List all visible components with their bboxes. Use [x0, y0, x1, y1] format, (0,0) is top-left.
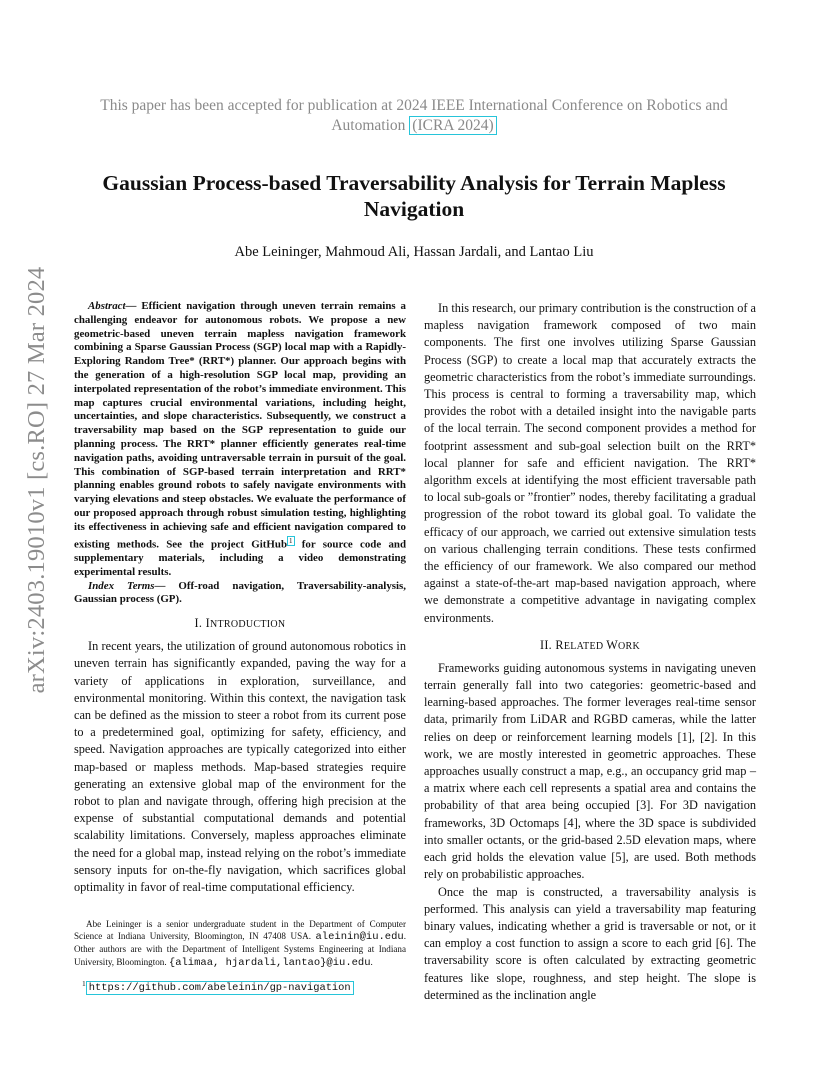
- paper-authors: Abe Leininger, Mahmoud Ali, Hassan Jardali, and Lantao Liu: [234, 244, 594, 260]
- affiliation-footnote: Abe Leininger is a senior undergraduate student in the Department of Computer Science at Indiana University, Bloomington, IN 47408 USA. aleinin@iu.edu. Other authors are with the Department of Intelligent Systems Engineering at Indiana University, Bloomington. {alimaa, hjardali,lantao}@iu.edu.: [74, 919, 406, 969]
- notice-line2: Automation: [331, 117, 410, 134]
- index-terms-label: Index Terms: [88, 579, 155, 592]
- right-column: [424, 300, 756, 1004]
- icra-link[interactable]: (ICRA 2024): [409, 116, 496, 135]
- index-terms: [74, 580, 406, 608]
- publication-notice: [70, 96, 758, 136]
- section-heading-related-work: II. RELATED WORK: [539, 637, 641, 652]
- arxiv-identifier[interactable]: arXiv:2403.19010v1 [cs.RO] 27 Mar 2024: [23, 266, 50, 694]
- github-footnote: [82, 979, 354, 994]
- email-2: {alimaa, hjardali,lantao}@iu.edu: [168, 956, 371, 969]
- paper-title: Gaussian Process-based Traversability Analysis for Terrain Mapless Navigation: [102, 171, 726, 221]
- section-heading-introduction: I. INTRODUCTION: [194, 616, 286, 631]
- abstract-text: — Efficient navigation through uneven terrain remains a challenging endeavor for autonomous robots. We propose a new geometric-based uneven terrain mapless navigation framework combining a Sparse Gaussian Process (SGP) local map with a Rapidly-Exploring Random Tree* (RRT*) planner. Our approach begins with the generation of a high-resolution SGP local map, providing an interpolated representation of the robot’s immediate environment. This map captures crucial environmental variations, including height, uncertainties, and slope characteristics. Subsequently, we construct a traversability map based on the SGP representation to guide our planning process. The RRT* planner efficiently generates real-time navigation paths, avoiding untraversable terrain in pursuit of the goal. This combination of SGP-based terrain interpretation and RRT* planning enables ground robots to safely navigate environments with varying elevations and steep obstacles. We evaluate the performance of our proposed approach through robust simulation testing, highlighting its effectiveness in achieving safe and efficient navigation compared to existing methods. See the project GitHub: [74, 300, 406, 551]
- index-terms-text: — Off-road navigation, Traversability-analysis, Gaussian process (GP).: [74, 579, 406, 606]
- github-link[interactable]: https://github.com/abeleinin/gp-navigation: [86, 981, 354, 995]
- email-1: aleinin@iu.edu: [315, 931, 404, 944]
- abstract-label: Abstract: [88, 300, 126, 312]
- notice-line1: This paper has been accepted for publication at 2024 IEEE International Conference on Robotics and: [100, 97, 728, 114]
- contribution-paragraph: In this research, our primary contribution is the construction of a mapless navigation framework composed of two main components. The first one involves utilizing Sparse Gaussian Process (SGP) to create a local map that accurately extracts the geometric characteristics from the robot’s immediate surroundings. This process is central to forming a traversability map, which provides the robot with a detailed insight into the navigable parts of the local terrain. The second component provides a method for footprint assessment and sub-goal selection built on the RRT* local planner for safe and efficient navigation. The RRT* algorithm excels at identifying the most efficient traversable path to local sub-goals or ”frontier” nodes, thereby facilitating a gradual progression of the robot toward its global goal. To validate the efficacy of our approach, we carried out extensive simulation tests on various challenging terrain conditions. These tests confirmed the efficiency of our framework. We also compared our method against a state-of-the-art map-based navigation approach, where we demonstrate a competitive advantage in navigating complex environments.: [424, 301, 756, 625]
- github-footnote-mark[interactable]: 1: [289, 536, 293, 545]
- abstract: [74, 300, 406, 580]
- github-footnote-number: 1: [82, 979, 86, 988]
- intro-paragraph: In recent years, the utilization of ground autonomous robotics in uneven terrain has significantly expanded, paving the way for a variety of applications in exploration, surveillance, and environmental monitoring. Within this context, the navigation task can be defined as the mission to steer a robot from its current pose to a predetermined goal, optimizing for safety, efficiency, and speed. Navigation approaches are typically categorized into either map-based or mapless methods. Map-based strategies require generating an extensive global map of the environment for the robot to plan and navigate through, offering high precision at the expense of substantial computational demands and potential scalability limitations. Conversely, mapless approaches eliminate the need for a global map, instead relying on the robot’s immediate sensory inputs for on-the-fly navigation, which sacrifices global optimality in favor of real-time computational efficiency.: [74, 639, 406, 894]
- related-work-paragraph-2: Once the map is constructed, a traversability analysis is performed. This analysis can yield a traversability map featuring binary values, indicating whether a grid is traversable or not, or it can employ a cost function to assign a score to each grid [6]. The traversability score is often calculated by extracting geometric features like slope, roughness, and step height. The slope is determined as the inclination angle: [424, 884, 756, 1002]
- related-work-paragraph-1: Frameworks guiding autonomous systems in navigating uneven terrain generally fall into two categories: geometric-based and learning-based approaches. The former leverages real-time sensor data, primarily from LiDAR and RGBD cameras, while the latter relies on deep or reinforcement learning models [1], [2]. In this work, we are mostly interested in geometric approaches. These approaches usually construct a map, e.g., an occupancy grid map – a matrix where each cell represents a spatial area and contains the probability of that area being occupied [3]. For 3D navigation frameworks, 3D Octomaps [4], where the 3D space is subdivided into smaller octants, or the grid-based 2.5D elevation maps, where each grid holds the elevation value [5], are used. Both methods rely on probabilistic approaches.: [424, 660, 756, 882]
- abstract-text-end: for source code and supplementary materials, including a video demonstrating experimental results.: [74, 538, 406, 578]
- left-column: [74, 300, 406, 896]
